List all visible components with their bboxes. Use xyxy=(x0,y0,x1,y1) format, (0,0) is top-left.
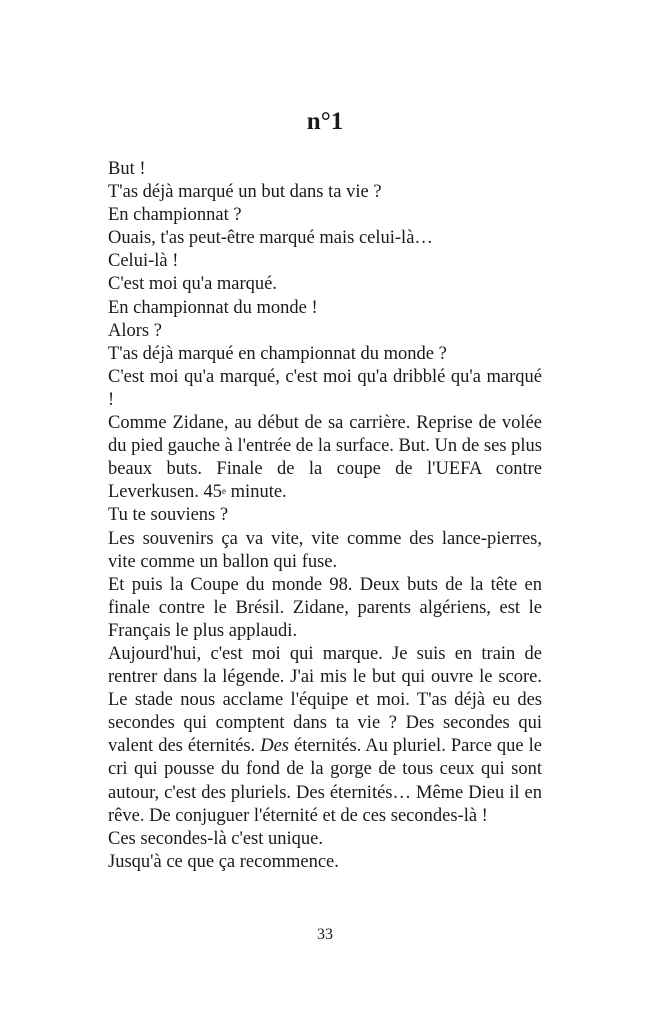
paragraph: Ouais, t'as peut-être marqué mais celui-là… xyxy=(108,228,433,249)
paragraph: T'as déjà marqué en championnat du monde ? xyxy=(108,343,447,364)
paragraph: Celui-là ! xyxy=(108,251,179,272)
paragraph: Les souvenirs ça va vite, vite comme des lance-pierres, vite comme un ballon qui fuse. xyxy=(108,528,542,572)
chapter-title: n°1 xyxy=(306,108,344,135)
page-number: 33 xyxy=(317,926,333,943)
paragraph-text: minute. xyxy=(226,482,287,503)
paragraph: But ! xyxy=(108,159,146,179)
paragraph: En championnat ? xyxy=(108,205,242,226)
superscript-text: e xyxy=(222,486,227,497)
paragraph-text: Comme Zidane, au début de sa carrière. Reprise de volée du pied gauche à l'entrée de la surface. But. Un de ses plus beaux buts. Finale de la coupe de l'UEFA contre Leverkusen. 45 xyxy=(108,413,542,503)
paragraph: Alors ? xyxy=(108,320,162,341)
paragraph: C'est moi qu'a marqué. xyxy=(108,274,278,295)
paragraph-text: Aujourd'hui, c'est moi qui marque. Je suis en train de rentrer dans la légende. J'ai mis le but qui ouvre le score. Le stade nous acclame l'équipe et moi. T'as déjà eu des secondes qui comptent dans ta vie ? Des secondes qui valent des éternités. xyxy=(108,643,542,757)
paragraph: Et puis la Coupe du monde 98. Deux buts de la tête en finale contre le Brésil. Zidane, parents algériens, est le Français le plus applaudi. xyxy=(108,574,542,641)
paragraph xyxy=(108,412,542,504)
paragraph: Jusqu'à ce que ça recommence. xyxy=(108,851,339,872)
body-text xyxy=(108,158,542,874)
paragraph: Ces secondes-là c'est unique. xyxy=(108,828,323,849)
paragraph: C'est moi qu'a marqué, c'est moi qu'a dribblé qu'a marqué ! xyxy=(108,366,542,410)
paragraph xyxy=(108,643,542,828)
paragraph-text: éternités. Au pluriel. Parce que le cri qui pousse du fond de la gorge de tous ceux qui sont autour, c'est des pluriels. Des éternités… Même Dieu il en rêve. De conjuguer l'éternité et de ces secondes-là ! xyxy=(108,736,542,826)
paragraph: En championnat du monde ! xyxy=(108,297,318,318)
paragraph: T'as déjà marqué un but dans ta vie ? xyxy=(108,182,382,203)
paragraph: Tu te souviens ? xyxy=(108,505,229,526)
emphasis-text: Des xyxy=(260,736,289,757)
